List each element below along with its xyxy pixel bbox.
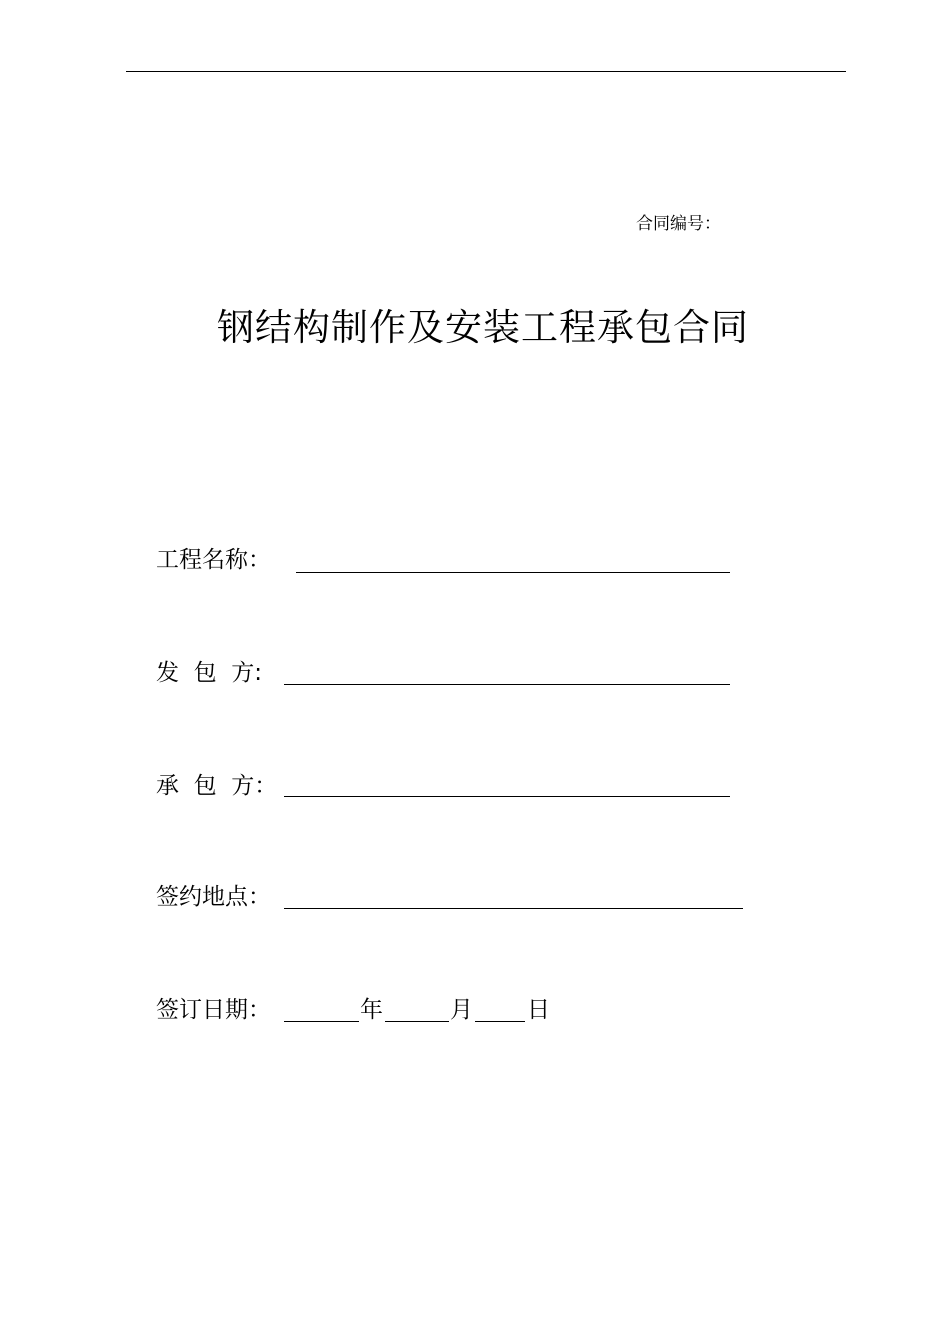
document-title: 钢结构制作及安装工程承包合同 (217, 306, 749, 349)
day-unit: 日 (527, 997, 550, 1023)
contractor-blank[interactable] (284, 796, 730, 797)
contractor-label: 承 包 方： (156, 773, 278, 799)
project-name-label: 工程名称： (156, 547, 271, 573)
signing-place-blank[interactable] (284, 908, 743, 909)
contract-number-label: 合同编号： (636, 214, 721, 234)
project-name-blank[interactable] (296, 572, 730, 573)
employer-blank[interactable] (284, 684, 730, 685)
header-rule (126, 71, 846, 72)
year-blank[interactable] (284, 1021, 359, 1022)
month-unit: 月 (450, 997, 473, 1023)
day-blank[interactable] (475, 1021, 525, 1022)
signing-place-label: 签约地点： (156, 884, 271, 910)
signing-date-label: 签订日期： (156, 997, 271, 1023)
employer-label: 发 包 方: (156, 660, 262, 686)
month-blank[interactable] (385, 1021, 449, 1022)
year-unit: 年 (360, 997, 383, 1023)
